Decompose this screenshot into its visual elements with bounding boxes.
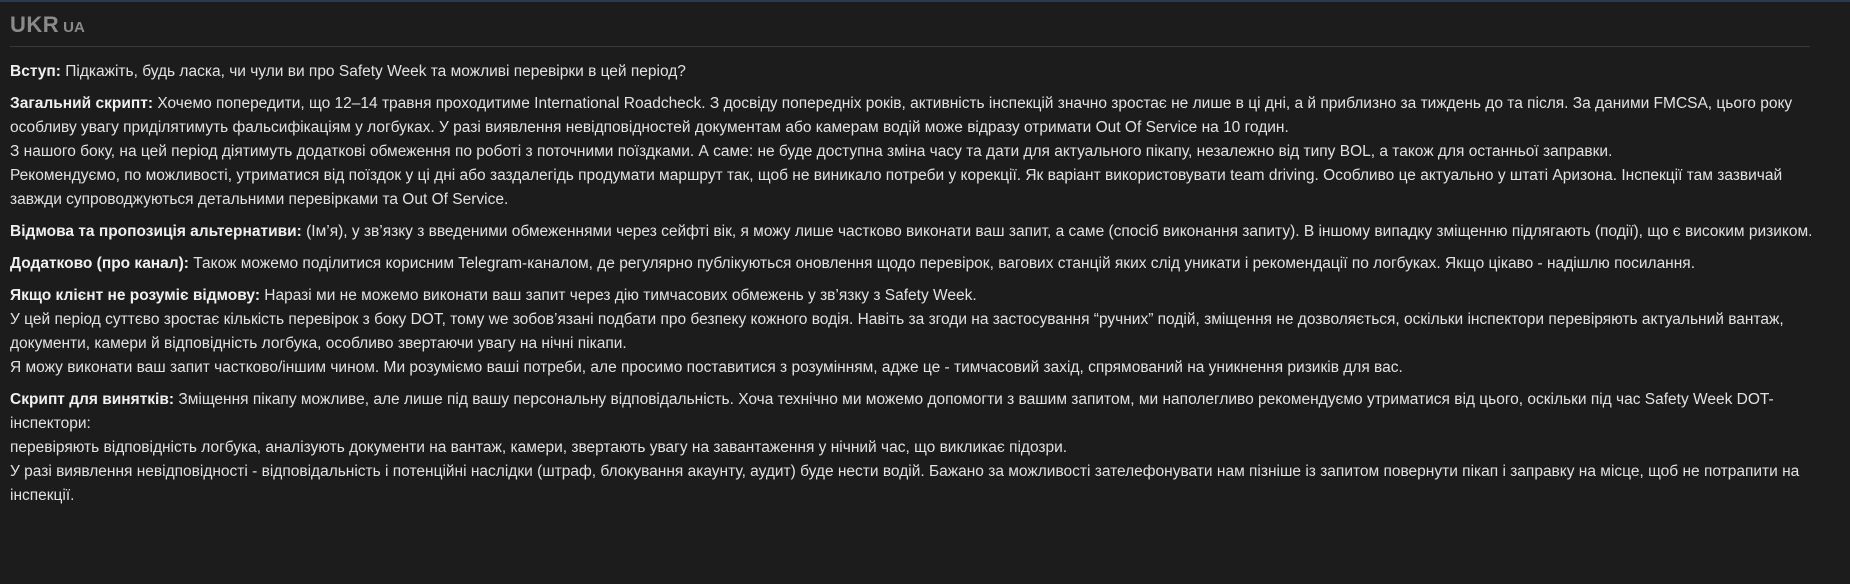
section-channel bbox=[10, 252, 1825, 276]
section-text: Також можемо поділитися корисним Telegram-каналом, де регулярно публікуються оновлення щодо перевірок, вагових станцій яких слід уникати і рекомендації по логбуках. Якщо цікаво - надішлю посилання. bbox=[193, 255, 1696, 272]
top-accent-line bbox=[0, 0, 1850, 2]
section-intro bbox=[10, 60, 1825, 84]
section-line bbox=[10, 284, 1825, 308]
section-line bbox=[10, 92, 1825, 140]
section-line bbox=[10, 60, 1825, 84]
section-label: Додатково (про канал): bbox=[10, 255, 189, 272]
section-text: (Ім’я), у зв’язку з введеними обмеженнями через сейфті вік, я можу лише частково виконати ваш запит, а саме (спосіб виконання запиту). В іншому випадку зміщенню підлягають (події), що є високим ризиком. bbox=[306, 223, 1813, 240]
section-line: перевіряють відповідність логбука, аналізують документи на вантаж, камери, звертають увагу на завантаження у нічний час, що викликає підозри. bbox=[10, 439, 1068, 456]
section-label: Якщо клієнт не розуміє відмову: bbox=[10, 287, 260, 304]
page-header bbox=[10, 12, 1810, 47]
script-content bbox=[10, 60, 1825, 516]
section-line: У цей період суттєво зростає кількість перевірок з боку DOT, тому we зобов’язані подбати про безпеку кожного водія. Навіть за згоди на застосування “ручних” подій, зміщення не дозволяється, оскільки інспектори перевіряють актуальний вантаж, документи, камери й відповідність логбука, особливо звертаючи увагу на нічні пікапи. bbox=[10, 311, 1784, 352]
section-text: Наразі ми не можемо виконати ваш запит через дію тимчасових обмежень у зв’язку з Safety Week. bbox=[264, 287, 977, 304]
section-label: Скрипт для винятків: bbox=[10, 391, 175, 408]
section-line: Рекомендуємо, по можливості, утриматися від поїздок у ці дні або заздалегідь продумати маршрут так, щоб не виникало потреби у корекції. Як варіант використовувати team driving. Особливо це актуально у штаті Аризона. Інспекції там зазвичай завжди супроводжуються детальними перевірками та Out Of Service. bbox=[10, 167, 1783, 208]
section-text: Зміщення пікапу можливе, але лише під вашу персональну відповідальність. Хоча технічно ми можемо допомогти з вашим запитом, ми наполегливо рекомендуємо утриматися від цього, оскільки під час Safety Week DOT-інспектори: bbox=[10, 391, 1774, 432]
section-text: Підкажіть, будь ласка, чи чули ви про Safety Week та можливі перевірки в цей період? bbox=[65, 63, 686, 80]
section-general-script bbox=[10, 92, 1825, 212]
section-label: Відмова та пропозиція альтернативи: bbox=[10, 223, 302, 240]
section-line bbox=[10, 252, 1825, 276]
section-line bbox=[10, 388, 1825, 436]
page-subtitle: UA bbox=[63, 19, 85, 36]
section-label: Загальний скрипт: bbox=[10, 95, 153, 112]
section-client-not-understand bbox=[10, 284, 1825, 380]
section-text: Хочемо попередити, що 12–14 травня проходитиме International Roadcheck. З досвіду попередніх років, активність інспекцій значно зростає не лише в ці дні, а й приблизно за тиждень до та після. За даними FMCSA, цього року особливу увагу приділятимуть фальсифікаціям у логбуках. У разі виявлення невідповідностей документам або камерам водій може відразу отримати Out Of Service на 10 годин. bbox=[10, 95, 1793, 136]
section-line: З нашого боку, на цей період діятимуть додаткові обмеження по роботі з поточними поїздками. А саме: не буде доступна зміна часу та дати для актуального пікапу, незалежно від типу BOL, а також для останньої заправки. bbox=[10, 143, 1613, 160]
section-exceptions bbox=[10, 388, 1825, 508]
page-title: UKR bbox=[10, 12, 60, 37]
section-line bbox=[10, 220, 1825, 244]
section-line: Я можу виконати ваш запит частково/іншим чином. Ми розуміємо ваші потреби, але просимо поставитися з розумінням, адже це - тимчасовий захід, спрямований на уникнення ризиків для вас. bbox=[10, 359, 1403, 376]
section-line: У разі виявлення невідповідності - відповідальність і потенційні наслідки (штраф, блокування акаунту, аудит) буде нести водій. Бажано за можливості зателефонувати нам пізніше із запитом повернути пікап і заправку на місце, щоб не потрапити на інспекції. bbox=[10, 463, 1800, 504]
section-label: Вступ: bbox=[10, 63, 61, 80]
section-refusal-alternative bbox=[10, 220, 1825, 244]
